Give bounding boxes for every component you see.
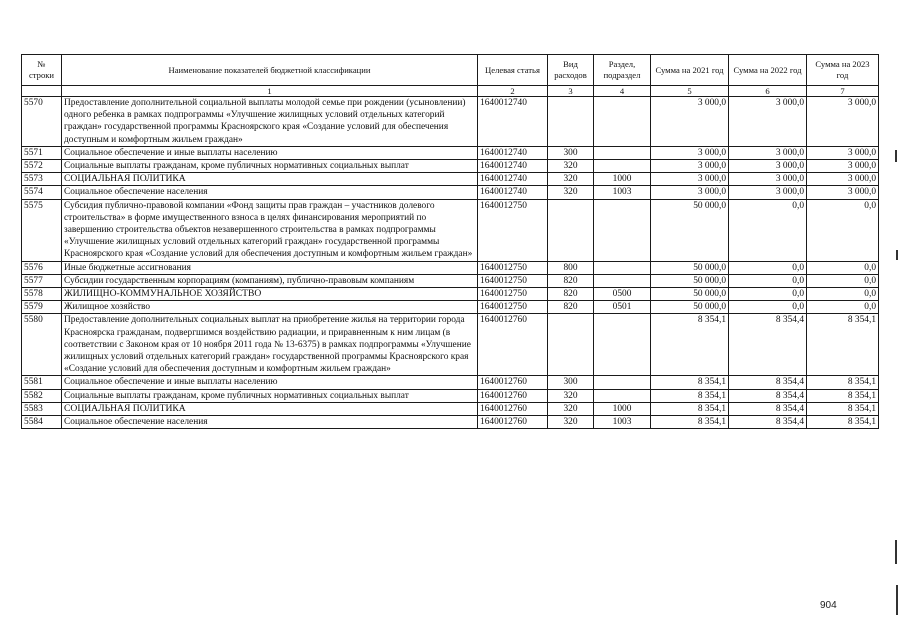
row-name: Иные бюджетные ассигнования (62, 261, 478, 274)
table-row (22, 416, 879, 429)
row-expense-type: 820 (548, 301, 594, 314)
row-section (594, 160, 651, 173)
row-sum-2022: 0,0 (729, 301, 807, 314)
table-row (22, 402, 879, 415)
row-sum-2023: 8 354,1 (807, 376, 879, 389)
header-sum-2023: Сумма на 2023 год (807, 55, 879, 86)
row-expense-type: 800 (548, 261, 594, 274)
row-sum-2021: 50 000,0 (651, 261, 729, 274)
column-number: 6 (729, 86, 807, 97)
row-sum-2022: 3 000,0 (729, 160, 807, 173)
row-section: 0500 (594, 288, 651, 301)
row-number: 5572 (22, 160, 62, 173)
row-sum-2021: 50 000,0 (651, 301, 729, 314)
row-target-article: 1640012760 (478, 389, 548, 402)
row-sum-2023: 0,0 (807, 261, 879, 274)
table-row (22, 160, 879, 173)
row-name: Предоставление дополнительной социальной выплаты молодой семье при рождении (усыновлении) одного ребенка в рамках подпрограммы «Улучшение жилищных условий отдельных категорий граждан» государственной программы Красноярского края «Создание условий для обеспечения доступным и комфортным жильем граждан» (62, 97, 478, 147)
header-sum-2021: Сумма на 2021 год (651, 55, 729, 86)
row-sum-2022: 8 354,4 (729, 389, 807, 402)
row-name: СОЦИАЛЬНАЯ ПОЛИТИКА (62, 173, 478, 186)
row-number: 5576 (22, 261, 62, 274)
header-section: Раздел, подраздел (594, 55, 651, 86)
row-sum-2023: 8 354,1 (807, 389, 879, 402)
scan-edge-mark (895, 540, 897, 564)
row-number: 5574 (22, 186, 62, 199)
row-sum-2023: 3 000,0 (807, 97, 879, 147)
row-sum-2021: 50 000,0 (651, 288, 729, 301)
row-expense-type: 320 (548, 160, 594, 173)
row-sum-2022: 0,0 (729, 274, 807, 287)
row-section (594, 274, 651, 287)
row-sum-2022: 3 000,0 (729, 186, 807, 199)
row-number: 5577 (22, 274, 62, 287)
column-number: 5 (651, 86, 729, 97)
row-sum-2022: 3 000,0 (729, 97, 807, 147)
row-sum-2023: 3 000,0 (807, 160, 879, 173)
header-target-article: Целевая статья (478, 55, 548, 86)
row-expense-type: 320 (548, 186, 594, 199)
row-name: Социальное обеспечение населения (62, 416, 478, 429)
row-sum-2021: 8 354,1 (651, 376, 729, 389)
row-name: Предоставление дополнительных социальных выплат на приобретение жилья на территории города Красноярска гражданам, подвергшимся воздействию радиации, и приравненным к ним лицам (в соответствии с Законом края от 10 ноября 2011 года № 13-6375) в рамках подпрограммы «Улучшение жилищных условий отдельных категорий граждан» государственной программы Красноярского края «Создание условий для обеспечения доступным и комфортным жильем граждан» (62, 314, 478, 376)
row-target-article: 1640012750 (478, 301, 548, 314)
row-name: Субсидии государственным корпорациям (компаниям), публично-правовым компаниям (62, 274, 478, 287)
row-number: 5573 (22, 173, 62, 186)
row-sum-2023: 8 354,1 (807, 402, 879, 415)
row-expense-type: 320 (548, 416, 594, 429)
header-sum-2022: Сумма на 2022 год (729, 55, 807, 86)
column-number: 2 (478, 86, 548, 97)
row-number: 5581 (22, 376, 62, 389)
row-section (594, 261, 651, 274)
row-number: 5578 (22, 288, 62, 301)
row-sum-2023: 0,0 (807, 288, 879, 301)
row-sum-2021: 8 354,1 (651, 402, 729, 415)
row-name: СОЦИАЛЬНАЯ ПОЛИТИКА (62, 402, 478, 415)
row-sum-2023: 0,0 (807, 301, 879, 314)
row-target-article: 1640012750 (478, 274, 548, 287)
row-sum-2021: 50 000,0 (651, 199, 729, 261)
row-target-article: 1640012760 (478, 314, 548, 376)
row-expense-type: 820 (548, 274, 594, 287)
row-sum-2023: 0,0 (807, 199, 879, 261)
row-sum-2022: 0,0 (729, 199, 807, 261)
table-row (22, 261, 879, 274)
row-expense-type: 320 (548, 402, 594, 415)
row-expense-type: 320 (548, 389, 594, 402)
row-sum-2022: 8 354,4 (729, 314, 807, 376)
column-number-row (22, 86, 879, 97)
row-target-article: 1640012760 (478, 416, 548, 429)
page-number: 904 (820, 600, 837, 611)
row-name: Социальные выплаты гражданам, кроме публичных нормативных социальных выплат (62, 389, 478, 402)
row-name: Жилищное хозяйство (62, 301, 478, 314)
table-row (22, 186, 879, 199)
row-sum-2022: 8 354,4 (729, 416, 807, 429)
row-section (594, 389, 651, 402)
row-sum-2021: 3 000,0 (651, 160, 729, 173)
table-row (22, 199, 879, 261)
row-expense-type: 820 (548, 288, 594, 301)
row-section (594, 97, 651, 147)
table-row (22, 389, 879, 402)
header-row (22, 55, 879, 86)
row-expense-type (548, 97, 594, 147)
row-sum-2021: 3 000,0 (651, 146, 729, 159)
column-number (22, 86, 62, 97)
row-target-article: 1640012740 (478, 186, 548, 199)
column-number: 1 (62, 86, 478, 97)
row-section: 0501 (594, 301, 651, 314)
scan-edge-mark (896, 585, 898, 615)
table-row (22, 97, 879, 147)
row-sum-2021: 8 354,1 (651, 314, 729, 376)
row-sum-2022: 3 000,0 (729, 173, 807, 186)
row-target-article: 1640012740 (478, 97, 548, 147)
table-row (22, 376, 879, 389)
row-expense-type (548, 314, 594, 376)
row-target-article: 1640012760 (478, 402, 548, 415)
row-sum-2023: 8 354,1 (807, 314, 879, 376)
row-name: Субсидия публично-правовой компании «Фонд защиты прав граждан – участников долевого строительства» в форме имущественного взноса в целях финансирования мероприятий по завершению строительства объектов незавершенного строительства в рамках подпрограммы «Улучшение жилищных условий отдельных категорий граждан» государственной программы Красноярского края «Создание условий для обеспечения доступным и комфортным жильем граждан» (62, 199, 478, 261)
row-section: 1000 (594, 402, 651, 415)
row-expense-type: 320 (548, 173, 594, 186)
row-expense-type: 300 (548, 376, 594, 389)
column-number: 3 (548, 86, 594, 97)
row-expense-type: 300 (548, 146, 594, 159)
row-sum-2023: 8 354,1 (807, 416, 879, 429)
row-number: 5580 (22, 314, 62, 376)
row-target-article: 1640012740 (478, 173, 548, 186)
row-name: Социальное обеспечение и иные выплаты населению (62, 376, 478, 389)
row-sum-2021: 50 000,0 (651, 274, 729, 287)
row-number: 5570 (22, 97, 62, 147)
row-target-article: 1640012750 (478, 288, 548, 301)
column-number: 7 (807, 86, 879, 97)
row-name: Социальное обеспечение населения (62, 186, 478, 199)
row-section (594, 376, 651, 389)
table-row (22, 288, 879, 301)
row-sum-2023: 3 000,0 (807, 173, 879, 186)
row-sum-2023: 0,0 (807, 274, 879, 287)
row-section (594, 199, 651, 261)
row-sum-2021: 3 000,0 (651, 173, 729, 186)
table-row (22, 146, 879, 159)
row-section: 1003 (594, 186, 651, 199)
table-row (22, 274, 879, 287)
row-sum-2021: 3 000,0 (651, 97, 729, 147)
header-indicator-name: Наименование показателей бюджетной классификации (62, 55, 478, 86)
row-sum-2021: 3 000,0 (651, 186, 729, 199)
row-name: Социальные выплаты гражданам, кроме публичных нормативных социальных выплат (62, 160, 478, 173)
row-target-article: 1640012760 (478, 376, 548, 389)
scan-edge-mark (895, 150, 897, 162)
row-section: 1003 (594, 416, 651, 429)
row-number: 5583 (22, 402, 62, 415)
column-number: 4 (594, 86, 651, 97)
row-expense-type (548, 199, 594, 261)
header-expense-type: Вид расходов (548, 55, 594, 86)
row-number: 5582 (22, 389, 62, 402)
row-sum-2022: 8 354,4 (729, 376, 807, 389)
row-name: ЖИЛИЩНО-КОММУНАЛЬНОЕ ХОЗЯЙСТВО (62, 288, 478, 301)
table-row (22, 301, 879, 314)
row-name: Социальное обеспечение и иные выплаты населению (62, 146, 478, 159)
table-row (22, 173, 879, 186)
table-row (22, 314, 879, 376)
row-sum-2022: 8 354,4 (729, 402, 807, 415)
row-target-article: 1640012740 (478, 146, 548, 159)
row-number: 5575 (22, 199, 62, 261)
budget-table (21, 54, 879, 429)
row-sum-2022: 3 000,0 (729, 146, 807, 159)
row-target-article: 1640012750 (478, 199, 548, 261)
scan-edge-mark (896, 250, 898, 260)
header-row-number: № строки (22, 55, 62, 86)
row-number: 5584 (22, 416, 62, 429)
row-target-article: 1640012740 (478, 160, 548, 173)
row-section (594, 314, 651, 376)
row-sum-2022: 0,0 (729, 261, 807, 274)
row-section: 1000 (594, 173, 651, 186)
row-number: 5579 (22, 301, 62, 314)
row-number: 5571 (22, 146, 62, 159)
row-sum-2023: 3 000,0 (807, 186, 879, 199)
row-sum-2021: 8 354,1 (651, 389, 729, 402)
row-sum-2023: 3 000,0 (807, 146, 879, 159)
row-target-article: 1640012750 (478, 261, 548, 274)
row-sum-2022: 0,0 (729, 288, 807, 301)
row-sum-2021: 8 354,1 (651, 416, 729, 429)
row-section (594, 146, 651, 159)
